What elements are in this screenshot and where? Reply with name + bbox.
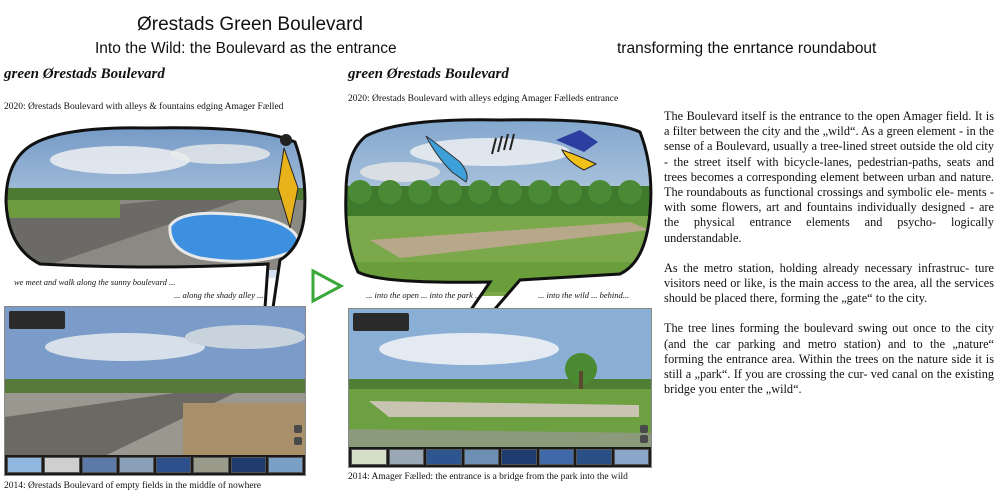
zoom-out-icon[interactable] [294, 437, 302, 445]
thumbnail[interactable] [501, 449, 537, 465]
thumbnail[interactable] [193, 457, 228, 473]
description-paragraph: The Boulevard itself is the entrance to the open Amager field. It is a filter between the city and the „wild“. As a green element - in the sense of a Boulevard, usually a tree-lined street outside the old city - the street itself with bicycle-lanes, pedestrian-paths, seats and trees becomes a corresponding element between urban and nature. The roundabouts as functional crossings and symbolic ele- ments - with some flowers, art and fountains individually designed - are the physical entrance elements and psycho- logically understandable. [664, 109, 994, 245]
arrow-right-icon [310, 268, 344, 304]
thumbnail[interactable] [389, 449, 425, 465]
thumbnail[interactable] [7, 457, 42, 473]
thumbnail-strip [349, 447, 651, 467]
thumbnail[interactable] [539, 449, 575, 465]
right-streetview-photo [348, 308, 652, 468]
description-paragraph: As the metro station, holding already necessary infrastruc- ture visitors need or like, is the main access to the area, all the services should be placed there, forming the „gate“ to the city. [664, 260, 994, 306]
left-script-1: we meet and walk along the sunny boulevard ... [14, 277, 176, 287]
thumbnail[interactable] [231, 457, 266, 473]
right-caption-top: 2020: Ørestads Boulevard with alleys edging Amager Fælleds entrance [348, 94, 619, 104]
right-heading: green Ørestads Boulevard [348, 66, 509, 82]
thumbnail[interactable] [576, 449, 612, 465]
thumbnail[interactable] [268, 457, 303, 473]
streetview-label-box [353, 313, 409, 331]
left-caption-top: 2020: Ørestads Boulevard with alleys & fountains edging Amager Fælled [4, 102, 284, 112]
thumbnail[interactable] [351, 449, 387, 465]
thumbnail[interactable] [464, 449, 500, 465]
left-script-2: ... along the shady alley ... [174, 290, 264, 300]
description-text [664, 109, 994, 412]
thumbnail[interactable] [426, 449, 462, 465]
thumbnail[interactable] [82, 457, 117, 473]
streetview-label-box [9, 311, 65, 329]
left-caption-bottom: 2014: Ørestads Boulevard of empty fields in the middle of nowhere [4, 481, 261, 491]
thumbnail[interactable] [44, 457, 79, 473]
zoom-out-icon[interactable] [640, 435, 648, 443]
zoom-in-icon[interactable] [294, 425, 302, 433]
right-caption-bottom: 2014: Amager Fælled: the entrance is a bridge from the park into the wild [348, 472, 628, 482]
right-script-2: ... into the wild ... behind... [538, 290, 630, 300]
thumbnail[interactable] [156, 457, 191, 473]
page-title: Ørestads Green Boulevard [136, 14, 363, 35]
left-heading: green Ørestads Boulevard [4, 66, 165, 82]
subtitle-right: transforming the enrtance roundabout [617, 40, 877, 57]
thumbnail-strip [5, 455, 305, 475]
subtitle-left: Into the Wild: the Boulevard as the entrance [95, 40, 397, 57]
thumbnail[interactable] [119, 457, 154, 473]
zoom-in-icon[interactable] [640, 425, 648, 433]
description-paragraph: The tree lines forming the boulevard swing out once to the city (and the car parking and metro station) and to the „nature“ forming the entrance area. Within the trees on the nature side it is still a „park“. If you are crossing the cur- ved canal on the existing bridge you enter the „wild“. [664, 321, 994, 397]
thumbnail[interactable] [614, 449, 650, 465]
right-script-1: ... into the open ... into the park ... [366, 290, 482, 300]
left-streetview-photo [4, 306, 306, 476]
